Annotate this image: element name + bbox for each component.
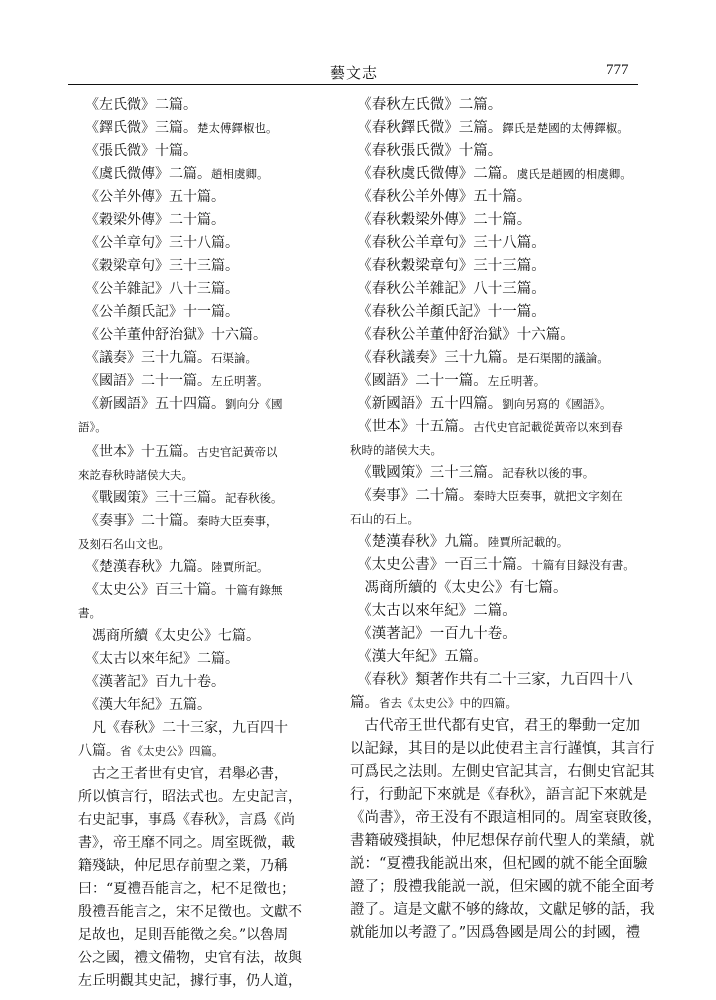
text-line bbox=[78, 834, 295, 852]
main-text: 可爲民之法則。左側史官記其言，右側史官記其 bbox=[350, 764, 655, 780]
main-text: 右史記事，事爲《春秋》，言爲《尚 bbox=[78, 812, 295, 828]
text-line bbox=[350, 326, 575, 344]
main-text: 《太史公書》一百三十篇。 bbox=[350, 557, 532, 573]
main-text: 《虞氏微傳》二篇。 bbox=[78, 166, 211, 182]
text-line bbox=[350, 832, 655, 850]
text-line bbox=[78, 558, 269, 576]
main-text: 《春秋公羊顏氏記》十一篇。 bbox=[350, 304, 546, 320]
annotation-note: 十篇有錄無 bbox=[225, 583, 283, 597]
text-line bbox=[78, 857, 288, 875]
annotation-note: 石渠論。 bbox=[211, 351, 257, 365]
main-text: 《公羊雜記》八十三篇。 bbox=[78, 281, 239, 297]
annotation-note: 秋時的諸侯大夫。 bbox=[350, 443, 442, 457]
text-line bbox=[350, 96, 502, 114]
main-text: 《公羊董仲舒治獄》十六篇。 bbox=[78, 327, 267, 343]
main-text: 曰：“夏禮吾能言之，杞不足徵也； bbox=[78, 881, 296, 897]
main-text: 左丘明觀其史記，據行事，仍人道， bbox=[78, 973, 302, 989]
annotation-note: 石山的石上。 bbox=[350, 512, 419, 526]
main-text: 凡《春秋》二十三家，九百四十 bbox=[78, 720, 288, 736]
annotation-note: 劉向分《國 bbox=[225, 397, 283, 411]
main-text: 《國語》二十一篇。 bbox=[78, 373, 211, 389]
main-text: 《鐸氏微》三篇。 bbox=[78, 120, 197, 136]
text-line bbox=[78, 673, 225, 691]
main-text: 《公羊章句》三十八篇。 bbox=[78, 235, 239, 251]
text-line bbox=[78, 349, 257, 367]
main-text: 書》，帝王靡不同之。周室既微，載 bbox=[78, 835, 295, 851]
text-line bbox=[78, 604, 101, 622]
main-text: 《春秋穀梁章句》三十三篇。 bbox=[350, 258, 546, 274]
text-line bbox=[78, 280, 239, 298]
text-line bbox=[78, 512, 278, 530]
main-text: 《穀梁章句》三十三篇。 bbox=[78, 258, 239, 274]
main-text: 籍殘缺，仲尼思存前聖之業，乃稱 bbox=[78, 858, 288, 874]
page-header bbox=[0, 0, 716, 90]
main-text: 八篇。 bbox=[78, 743, 120, 759]
text-line bbox=[78, 650, 239, 668]
main-text: 《漢著記》百九十卷。 bbox=[78, 674, 225, 690]
text-line bbox=[350, 372, 545, 390]
text-line bbox=[350, 395, 612, 413]
main-text: 《春秋穀梁外傳》二十篇。 bbox=[350, 212, 532, 228]
main-text: 《春秋議奏》三十九篇。 bbox=[350, 350, 517, 366]
main-text: 足故也，足則吾能徵之矣。”以魯周 bbox=[78, 927, 289, 943]
annotation-note: 左丘明著。 bbox=[211, 374, 269, 388]
main-text: 《太古以來年紀》二篇。 bbox=[350, 603, 517, 619]
annotation-note: 秦時大臣奏事，就把文字刻在 bbox=[473, 489, 623, 503]
text-line bbox=[78, 188, 225, 206]
annotation-note: 來訖春秋時諸侯大夫。 bbox=[78, 468, 193, 482]
main-text: 《世本》十五篇。 bbox=[78, 444, 197, 460]
text-line bbox=[78, 581, 283, 599]
text-line bbox=[78, 788, 302, 806]
text-line bbox=[78, 903, 302, 921]
main-text: 《尚書》，帝王没有不跟這相同的。周室衰敗後， bbox=[350, 810, 662, 826]
main-text: 《春秋虞氏微傳》二篇。 bbox=[350, 166, 517, 182]
annotation-note: 楚太傅鐸椒也。 bbox=[197, 121, 278, 135]
main-text: 《世本》十五篇。 bbox=[350, 419, 474, 435]
text-line bbox=[78, 880, 295, 898]
text-line bbox=[350, 556, 635, 574]
main-text: 古之王者世有史官，君舉必書， bbox=[78, 766, 288, 782]
text-line bbox=[350, 349, 609, 367]
text-line bbox=[78, 535, 170, 553]
main-text: 《春秋左氏微》二篇。 bbox=[350, 97, 503, 113]
annotation-note: 古代史官記載從黃帝以來到春 bbox=[473, 420, 623, 434]
text-line bbox=[350, 625, 517, 643]
main-text: 《太史公》百三十篇。 bbox=[78, 582, 225, 598]
main-text: 行，行動記下來就是《春秋》，語言記下來就是 bbox=[350, 787, 648, 803]
text-line bbox=[350, 602, 517, 620]
main-text: 《春秋鐸氏微》三篇。 bbox=[350, 120, 503, 136]
main-text: 《春秋》類著作共有二十三家，九百四十八 bbox=[350, 672, 633, 688]
text-line bbox=[350, 441, 442, 459]
text-line bbox=[350, 648, 488, 666]
text-line bbox=[78, 443, 278, 461]
main-text: 公之國，禮文備物，史官有法，故與 bbox=[78, 950, 302, 966]
main-text: 《春秋張氏微》十篇。 bbox=[350, 143, 503, 159]
main-text: 篇。 bbox=[350, 695, 379, 711]
annotation-note: 左丘明著。 bbox=[487, 374, 546, 388]
page-number: 777 bbox=[606, 62, 629, 78]
text-line bbox=[350, 211, 531, 229]
annotation-note: 虞氏是趙國的相虞卿。 bbox=[516, 167, 632, 181]
annotation-note: 陸賈所記載的。 bbox=[487, 535, 569, 549]
text-line bbox=[350, 694, 517, 712]
text-line bbox=[78, 142, 197, 160]
main-text: 《穀梁外傳》二十篇。 bbox=[78, 212, 225, 228]
annotation-note: 是石渠閣的議論。 bbox=[516, 351, 609, 365]
text-line bbox=[350, 418, 623, 436]
text-line bbox=[78, 696, 211, 714]
main-text: 《戰國策》三十三篇。 bbox=[78, 490, 225, 506]
text-line bbox=[78, 719, 288, 737]
annotation-note: 及刻石名山文也。 bbox=[78, 537, 170, 551]
text-line bbox=[78, 326, 267, 344]
annotation-note: 鐸氏是楚國的太傅鐸椒。 bbox=[502, 121, 629, 135]
annotation-note: 省《太史公》四篇。 bbox=[120, 744, 224, 758]
text-line bbox=[78, 119, 278, 137]
annotation-note: 劉向另寫的《國語》。 bbox=[502, 397, 612, 411]
main-text: 殷禮吾能言之，宋不足徵也。文獻不 bbox=[78, 904, 302, 920]
annotation-note: 陸賈所記。 bbox=[211, 560, 269, 574]
main-text: 證了。這是文獻不够的緣故，文獻足够的話，我 bbox=[350, 902, 655, 918]
text-line bbox=[350, 533, 568, 551]
text-line bbox=[350, 717, 640, 735]
header-rule bbox=[68, 84, 638, 85]
text-line bbox=[350, 188, 531, 206]
text-line bbox=[78, 742, 224, 760]
text-line bbox=[78, 257, 239, 275]
text-line bbox=[350, 165, 632, 183]
main-text: 《漢著記》一百九十卷。 bbox=[350, 626, 517, 642]
text-line bbox=[350, 510, 419, 528]
main-text: 所以慎言行，昭法式也。左史記言， bbox=[78, 789, 302, 805]
text-line bbox=[350, 257, 546, 275]
main-text: 馮商所續《太史公》七篇。 bbox=[78, 628, 260, 644]
main-text: 就能加以考證了。”因爲魯國是周公的封國，禮 bbox=[350, 925, 641, 941]
text-line bbox=[78, 395, 283, 413]
annotation-note: 書。 bbox=[78, 606, 101, 620]
main-text: 《新國語》五十四篇。 bbox=[78, 396, 225, 412]
text-line bbox=[350, 878, 655, 896]
annotation-note: 古史官記黃帝以 bbox=[197, 445, 278, 459]
main-text: 《左氏微》二篇。 bbox=[78, 97, 197, 113]
main-text: 書籍破殘損缺，仲尼想保存前代聖人的業績，就 bbox=[350, 833, 655, 849]
main-text: 古代帝王世代都有史官，君王的舉動一定加 bbox=[350, 718, 640, 734]
main-text: 《漢大年紀》五篇。 bbox=[78, 697, 211, 713]
main-text: 《楚漢春秋》九篇。 bbox=[350, 534, 488, 550]
text-line bbox=[78, 418, 107, 436]
text-line bbox=[350, 303, 546, 321]
annotation-note: 趙相虞卿。 bbox=[211, 167, 269, 181]
text-line bbox=[350, 280, 546, 298]
annotation-note: 記春秋以後的事。 bbox=[502, 466, 595, 480]
annotation-note: 省去《太史公》中的四篇。 bbox=[379, 696, 517, 710]
text-line bbox=[78, 211, 225, 229]
text-line bbox=[78, 765, 288, 783]
main-text: 《張氏微》十篇。 bbox=[78, 143, 197, 159]
text-line bbox=[350, 234, 546, 252]
main-text: 《新國語》五十四篇。 bbox=[350, 396, 503, 412]
main-text: 《楚漢春秋》九篇。 bbox=[78, 559, 211, 575]
text-line bbox=[78, 489, 283, 507]
text-line bbox=[78, 303, 239, 321]
text-line bbox=[78, 811, 295, 829]
annotation-note: 記春秋後。 bbox=[225, 491, 283, 505]
main-text: 《春秋公羊外傳》五十篇。 bbox=[350, 189, 532, 205]
text-line bbox=[350, 487, 623, 505]
main-text: 《國語》二十一篇。 bbox=[350, 373, 488, 389]
text-line bbox=[350, 763, 655, 781]
main-text: 《議奏》三十九篇。 bbox=[78, 350, 211, 366]
text-line bbox=[350, 809, 662, 827]
text-line bbox=[350, 855, 647, 873]
main-text: 《春秋公羊雜記》八十三篇。 bbox=[350, 281, 546, 297]
main-text: 以記録，其目的是以此使君主言行謹慎，其言行 bbox=[350, 741, 655, 757]
text-line bbox=[350, 671, 633, 689]
text-line bbox=[78, 466, 193, 484]
running-title: 藝文志 bbox=[330, 64, 379, 82]
annotation-note: 秦時大臣奏事， bbox=[197, 514, 278, 528]
text-line bbox=[78, 96, 197, 114]
text-line bbox=[350, 464, 594, 482]
text-line bbox=[350, 119, 629, 137]
text-line bbox=[350, 786, 647, 804]
main-text: 《春秋公羊章句》三十八篇。 bbox=[350, 235, 546, 251]
text-line bbox=[78, 926, 288, 944]
text-line bbox=[78, 627, 260, 645]
text-line bbox=[350, 740, 655, 758]
text-line bbox=[350, 924, 640, 942]
main-text: 《奏事》二十篇。 bbox=[78, 513, 197, 529]
annotation-note: 十篇有目録没有書。 bbox=[531, 558, 635, 572]
text-line bbox=[78, 372, 269, 390]
text-line bbox=[78, 234, 239, 252]
main-text: 《戰國策》三十三篇。 bbox=[350, 465, 503, 481]
main-text: 《公羊顏氏記》十一篇。 bbox=[78, 304, 239, 320]
text-line bbox=[78, 972, 302, 990]
main-text: 證了；殷禮我能説一説，但宋國的就不能全面考 bbox=[350, 879, 655, 895]
main-text: 馮商所續的《太史公》有七篇。 bbox=[350, 580, 568, 596]
text-line bbox=[350, 901, 655, 919]
text-line bbox=[350, 579, 568, 597]
main-text: 《奏事》二十篇。 bbox=[350, 488, 474, 504]
text-line bbox=[78, 165, 269, 183]
text-line bbox=[350, 142, 502, 160]
annotation-note: 語》。 bbox=[78, 420, 107, 434]
main-text: 《太古以來年紀》二篇。 bbox=[78, 651, 239, 667]
text-line bbox=[78, 949, 302, 967]
main-text: 《漢大年紀》五篇。 bbox=[350, 649, 488, 665]
main-text: 《春秋公羊董仲舒治獄》十六篇。 bbox=[350, 327, 575, 343]
main-text: 《公羊外傳》五十篇。 bbox=[78, 189, 225, 205]
main-text: 説：“夏禮我能説出來，但杞國的就不能全面驗 bbox=[350, 856, 648, 872]
